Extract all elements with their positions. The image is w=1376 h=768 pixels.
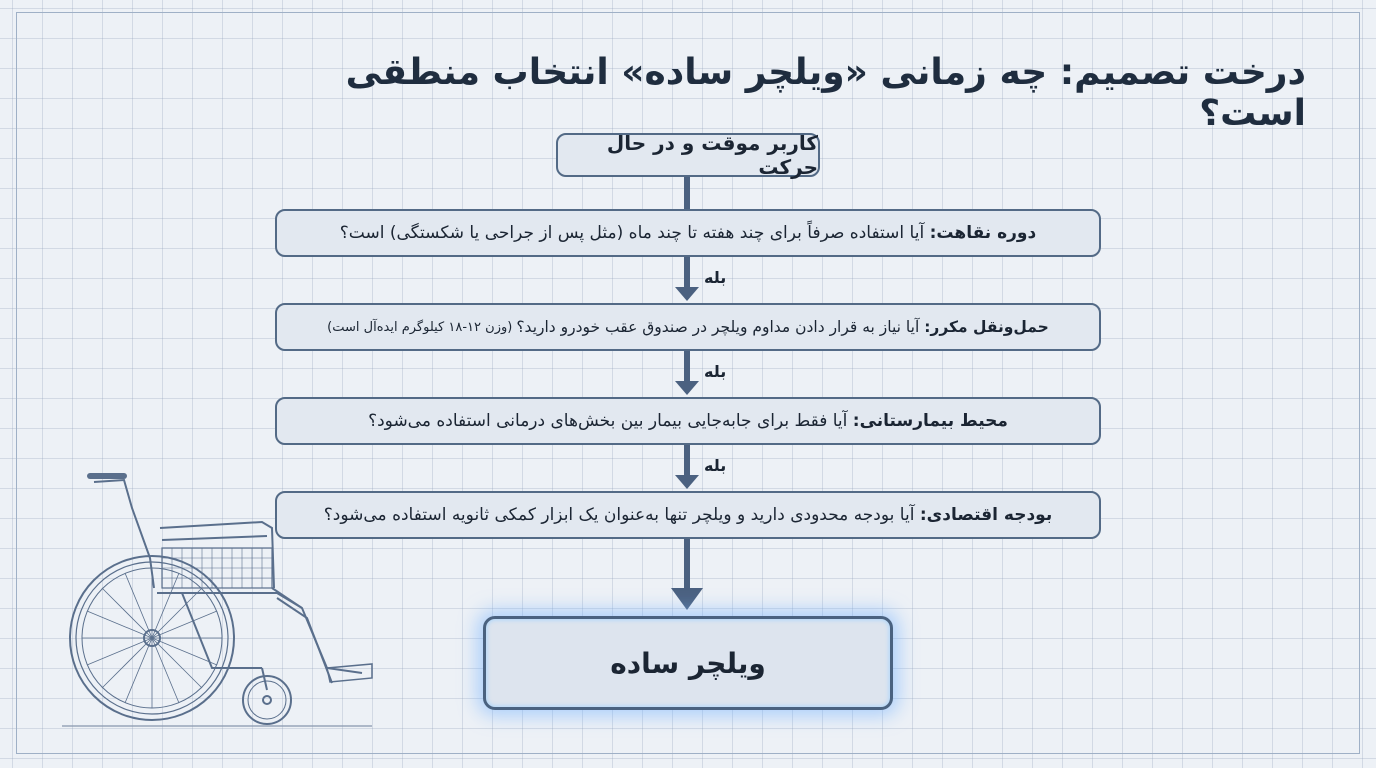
question-node-transport — [275, 303, 1101, 351]
connector-4 — [684, 539, 690, 589]
yes-label-1: بله — [704, 268, 727, 287]
connector-3 — [684, 445, 690, 475]
yes-label-3: بله — [704, 456, 727, 475]
yes-label-2: بله — [704, 362, 727, 381]
question-label: محیط بیمارستانی: — [852, 411, 1008, 431]
connector-1 — [684, 257, 690, 287]
arrow-head-2 — [675, 381, 699, 395]
question-text: آیا نیاز به قرار دادن مداوم ویلچر در صندوق عقب خودرو دارید؟ — [516, 318, 920, 336]
question-node-recovery — [275, 209, 1101, 257]
question-note: (وزن ۱۲-۱۸ کیلوگرم ایده‌آل است) — [327, 319, 513, 335]
connector-2 — [684, 351, 690, 381]
question-node-hospital — [275, 397, 1101, 445]
result-node: ویلچر ساده — [483, 616, 893, 710]
question-label: بودجه اقتصادی: — [919, 505, 1053, 525]
start-node: کاربر موقت و در حال حرکت — [556, 133, 820, 177]
question-text: آیا استفاده صرفاً برای چند هفته تا چند ماه (مثل پس از جراحی یا شکستگی) است؟ — [339, 223, 925, 243]
wheel-icon — [70, 556, 234, 720]
question-label: دوره نقاهت: — [929, 223, 1037, 243]
arrow-head-3 — [675, 475, 699, 489]
arrow-head-1 — [675, 287, 699, 301]
wheelchair-illustration — [62, 468, 382, 738]
question-node-budget — [275, 491, 1101, 539]
arrow-head-4 — [671, 588, 703, 610]
connector-start — [684, 177, 690, 209]
page-title: درخت تصمیم: چه زمانی «ویلچر ساده» انتخاب منطقی است؟ — [345, 52, 1306, 134]
question-text: آیا فقط برای جابه‌جایی بیمار بین بخش‌های درمانی استفاده می‌شود؟ — [368, 411, 848, 431]
question-text: آیا بودجه محدودی دارید و ویلچر تنها به‌عنوان یک ابزار کمکی ثانویه استفاده می‌شود؟ — [323, 505, 915, 525]
question-label: حمل‌ونقل مکرر: — [924, 318, 1049, 336]
